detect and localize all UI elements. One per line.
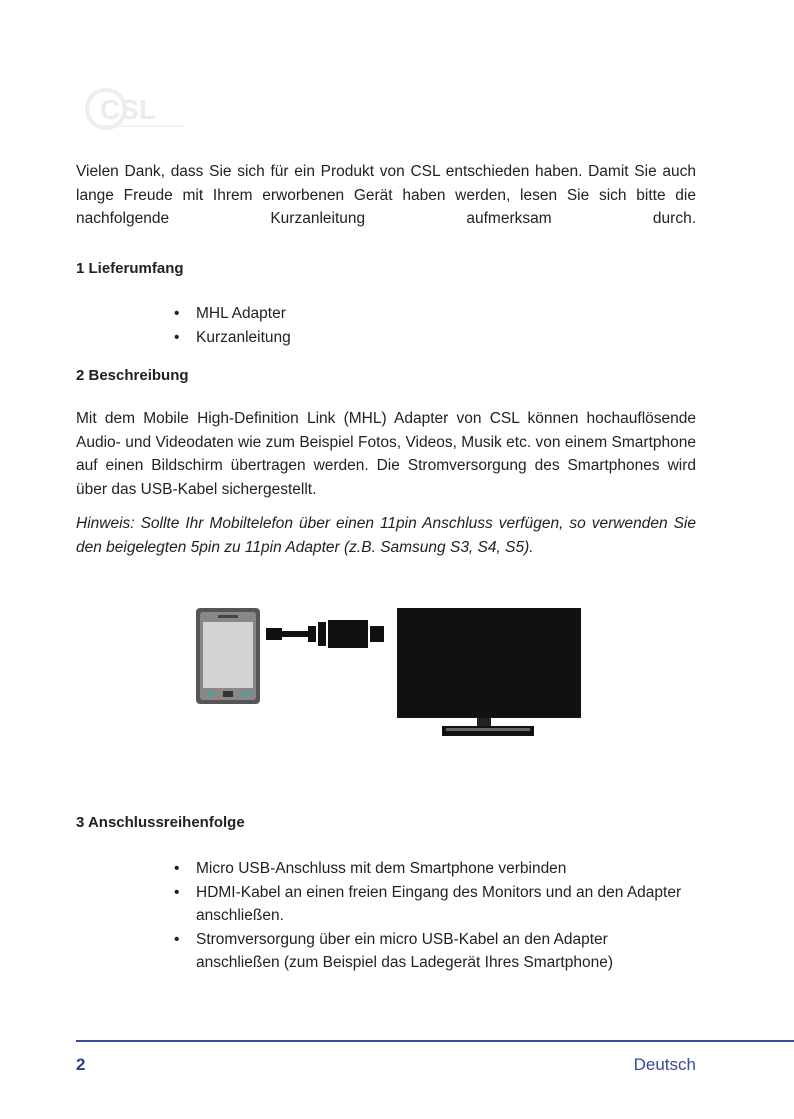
description-text: Mit dem Mobile High-Definition Link (MHL) Adapter von CSL können hochauflösende Audio- und Videodaten wie zum Beispiel Fotos, Videos, Musik etc. von einem Smartphone auf einen Bildschirm übertragen werden. Die Stromversorgung des Smartphones wird über das USB-Kabel sichergestellt.: [76, 410, 696, 498]
connection-steps-list: [174, 857, 694, 975]
smartphone-icon: [196, 608, 260, 704]
csl-logo-mark: [84, 86, 194, 132]
connection-diagram: [194, 604, 588, 744]
logo-text: CSL: [100, 94, 156, 125]
csl-logo: [84, 86, 194, 132]
heading-anschlussreihenfolge: 3 Anschlussreihenfolge: [76, 814, 245, 831]
list-item: • Micro USB-Anschluss mit dem Smartphone verbinden: [174, 857, 694, 881]
hint-text: Hinweis: Sollte Ihr Mobiltelefon über einen 11pin Anschluss verfügen, so verwenden Sie den beigelegten 5pin zu 11pin Adapter (z.B. Samsung S3, S4, S5).: [76, 515, 696, 556]
list-item: • Stromversorgung über ein micro USB-Kabel an den Adapter anschließen (zum Beispiel das Ladegerät Ihres Smartphone): [174, 928, 694, 975]
delivery-list: [174, 302, 694, 349]
heading-beschreibung: 2 Beschreibung: [76, 367, 189, 384]
connection-illustration: [194, 604, 588, 744]
monitor-icon: [397, 608, 581, 736]
list-item: • Kurzanleitung: [174, 326, 694, 350]
intro-text: Vielen Dank, dass Sie sich für ein Produkt von CSL entschieden haben. Damit Sie auch lange Freude mit Ihrem erworbenen Gerät haben werden, lesen Sie sich bitte die nachfolgende Kurzanleitung aufmerksam durch.: [76, 163, 696, 227]
language-label: Deutsch: [633, 1055, 696, 1074]
footer-divider: [76, 1040, 794, 1042]
page-number: 2: [76, 1055, 86, 1074]
list-item: • MHL Adapter: [174, 302, 694, 326]
mhl-adapter-icon: [266, 620, 384, 648]
heading-lieferumfang: 1 Lieferumfang: [76, 260, 184, 277]
list-item: • HDMI-Kabel an einen freien Eingang des Monitors und an den Adapter anschließen.: [174, 881, 694, 928]
